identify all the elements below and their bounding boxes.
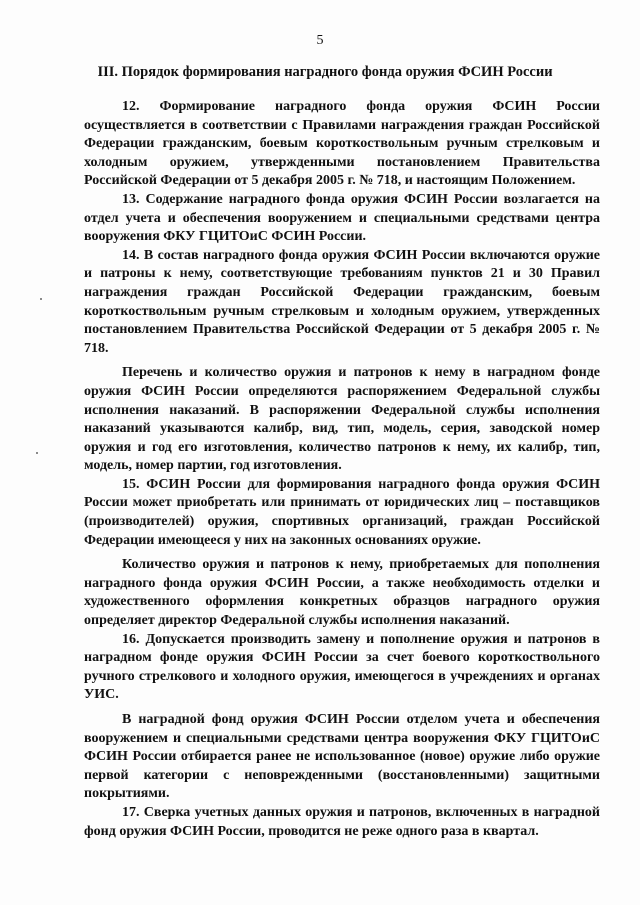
scan-speck [36,452,38,454]
section-heading: III. Порядок формирования наградного фонда оружия ФСИН России [97,64,553,80]
paragraph-14: 14. В состав наградного фонда оружия ФСИН России включаются оружие и патроны к нему, соответствующие требованиям пунктов 21 и 30 Правил награждения граждан Российской Федерации гражданским, боевым короткоствольным ручным стрелковым и холодным оружием, утвержденных постановлением Правительства Российской Федерации от 5 декабря 2005 г. № 718. [84,247,600,356]
paragraph-12: 12. Формирование наградного фонда оружия ФСИН России осуществляется в соответствии с Правилами награждения граждан Российской Федерации гражданским, боевым короткоствольным ручным стрелковым и холодным оружием, утвержденными постановлением Правительства Российской Федерации от 5 декабря 2005 г. № 718, и настоящим Положением. [84,99,600,189]
paragraph-16: 16. Допускается производить замену и пополнение оружия и патронов в наградном фонде оружия ФСИН России за счет боевого короткоствольного ручного стрелкового и холодного оружия, имеющегося в учреждениях и органах УИС. [84,631,600,703]
paragraph-14-list: Перечень и количество оружия и патронов к нему в наградном фонде оружия ФСИН России определяются распоряжением Федеральной службы исполнения наказаний. В распоряжении Федеральной службы исполнения наказаний указываются калибр, вид, тип, модель, серия, заводской номер оружия и год его изготовления, количество патронов к нему, их калибр, тип, модель, номер партии, год изготовления. [84,365,600,474]
paragraph-15: 15. ФСИН России для формирования наградного фонда оружия ФСИН России может приобретать или принимать от юридических лиц – поставщиков (производителей) оружия, спортивных организаций, граждан Российской Федерации имеющееся у них на законных основаниях оружие. [84,476,600,548]
scan-speck [40,298,42,300]
document-body [84,98,600,841]
page-number: 5 [316,33,324,48]
paragraph-17: 17. Сверка учетных данных оружия и патронов, включенных в наградной фонд оружия ФСИН России, проводится не реже одного раза в квартал. [84,804,600,839]
paragraph-15-quantity: Количество оружия и патронов к нему, приобретаемых для пополнения наградного фонда оружия ФСИН России, а также необходимость отделки и художественного оформления конкретных образцов наградного оружия определяет директор Федеральной службы исполнения наказаний. [84,557,600,629]
paragraph-13: 13. Содержание наградного фонда оружия ФСИН России возлагается на отдел учета и обеспечения вооружением и специальными средствами центра вооружения ФКУ ГЦИТОиС ФСИН России. [84,191,600,245]
paragraph-16-selection: В наградной фонд оружия ФСИН России отделом учета и обеспечения вооружением и специальными средствами центра вооружения ФКУ ГЦИТОиС ФСИН России отбирается ранее не использованное (новое) оружие либо оружие первой категории с неповрежденными (восстановленными) защитными покрытиями. [84,712,600,802]
